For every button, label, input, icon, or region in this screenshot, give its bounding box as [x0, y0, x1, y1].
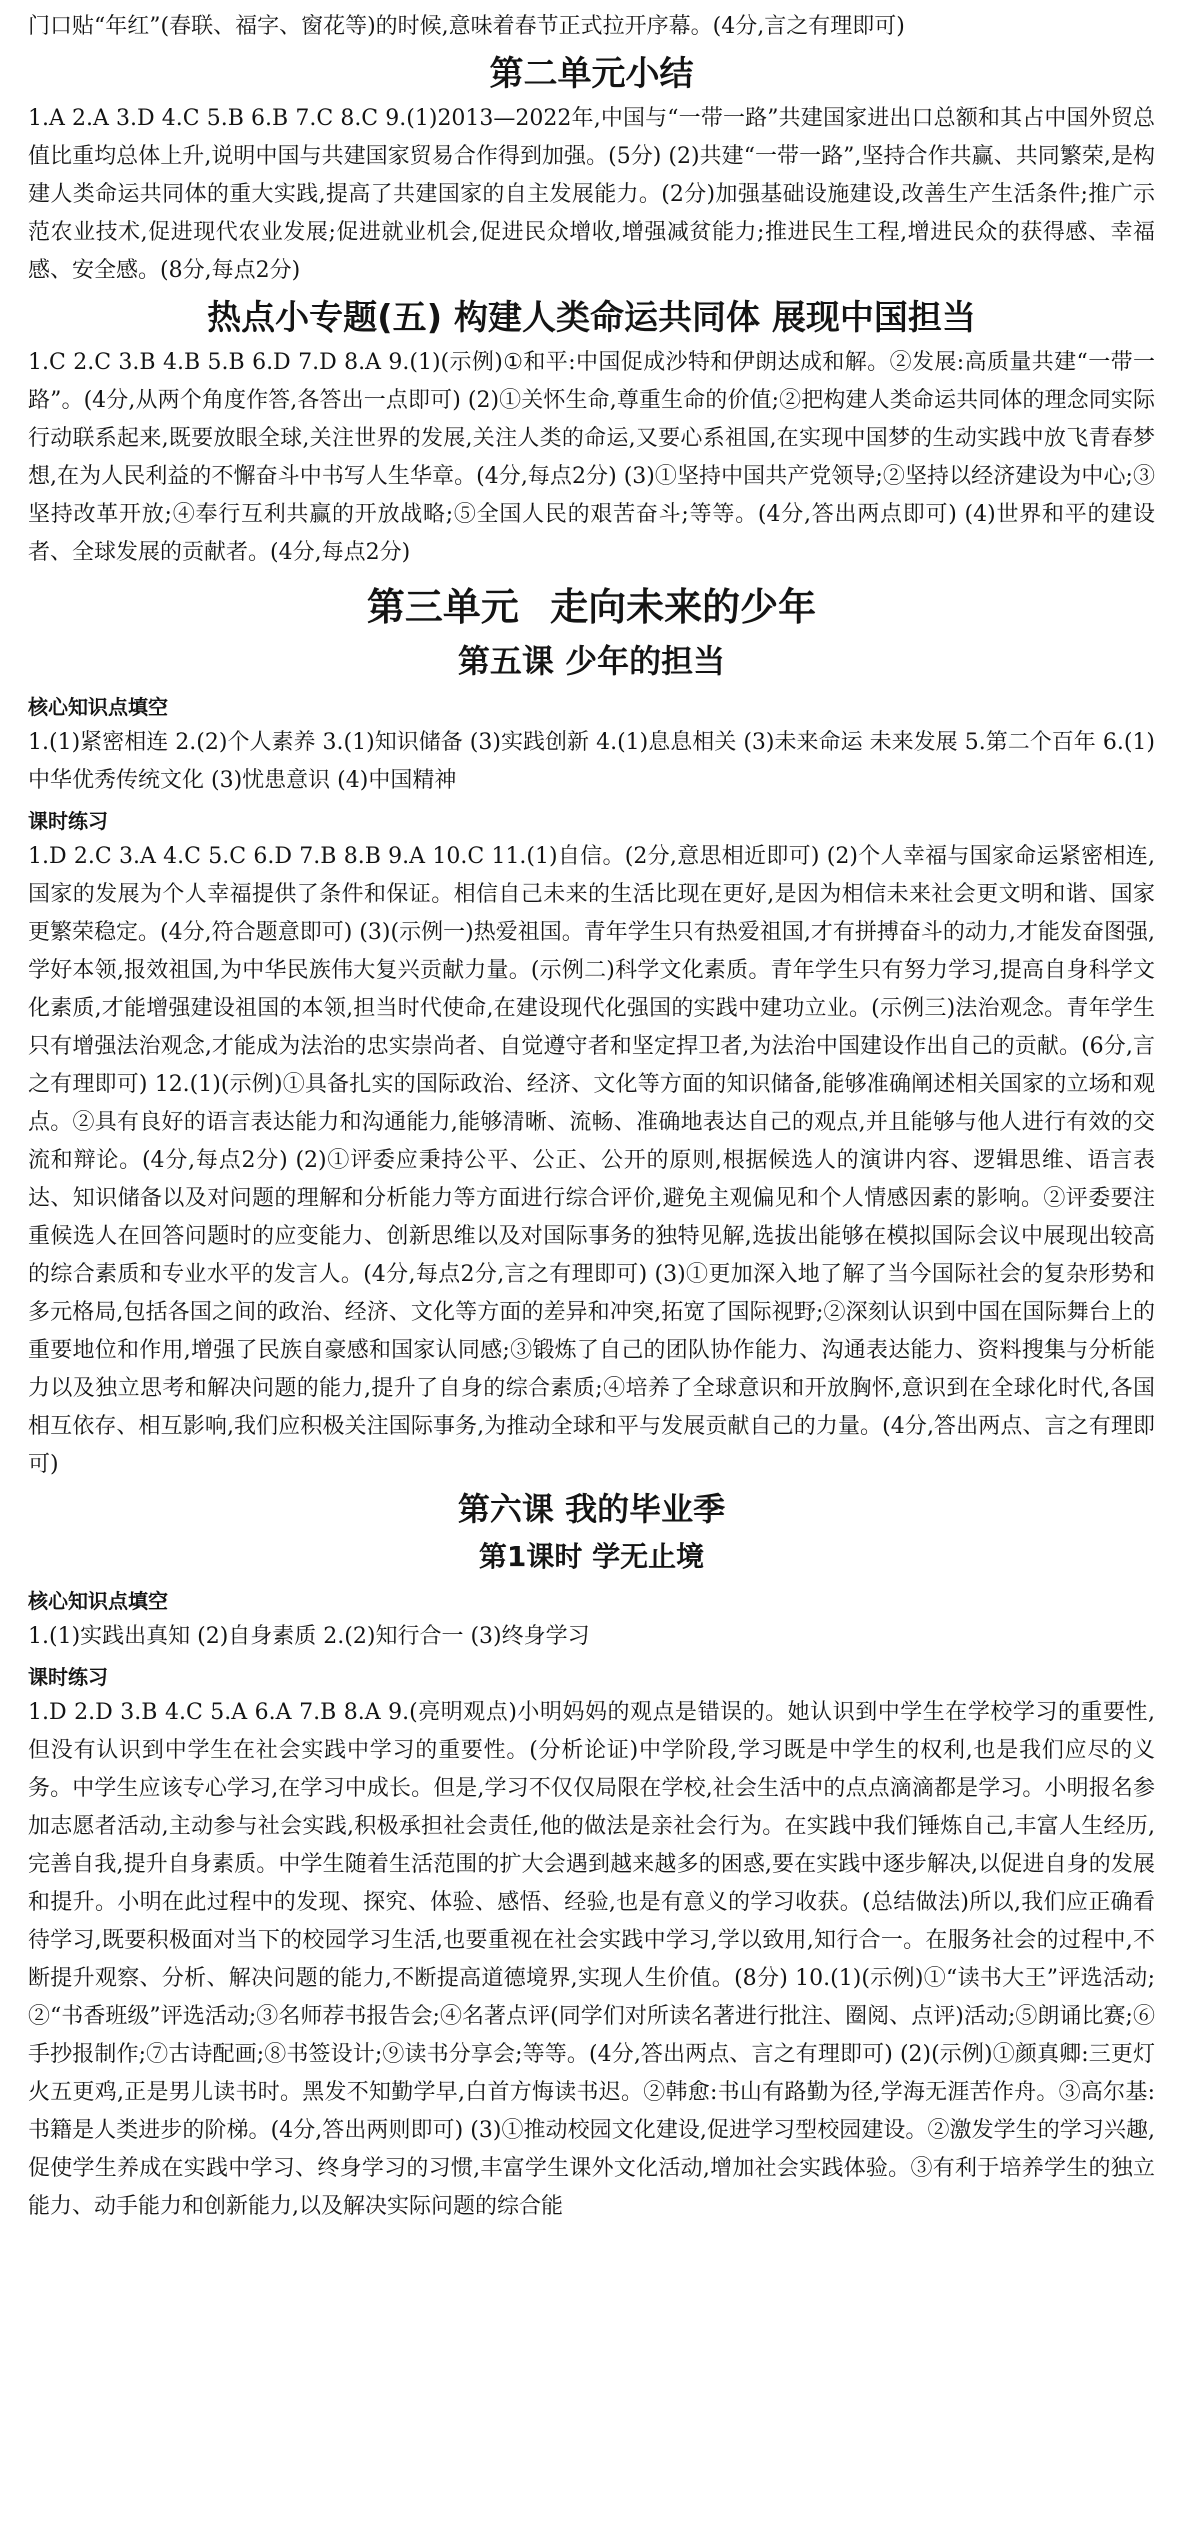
lesson6-subtitle: 第1课时 学无止境	[478, 1540, 705, 1573]
unit2-summary-title: 第二单元小结	[489, 54, 694, 94]
hot-topic-title: 热点小专题(五) 构建人类命运共同体 展现中国担当	[207, 298, 976, 338]
unit3-section	[28, 578, 1155, 636]
lesson6-practice-label: 课时练习	[28, 1665, 108, 1689]
lesson5-knowledge-answers: 1.(1)紧密相连 2.(2)个人素养 3.(1)知识储备 (3)实践创新 4.(1)息息相关 (3)未来命运 未来发展 5.第二个百年 6.(1)中华优秀传统文化 (3)忧患意识 (4)中国精神	[28, 730, 1155, 793]
hot-topic-answers: 1.C 2.C 3.B 4.B 5.B 6.D 7.D 8.A 9.(1)(示例)①和平:中国促成沙特和伊朗达成和解。②发展:高质量共建“一带一路”。(4分,从两个角度作答,各答出一点即可) (2)①关怀生命,尊重生命的价值;②把构建人类命运共同体的理念同实际行动联系起来,既要放眼全球,关注世界的发展,关注人类的命运,又要心系祖国,在实现中国梦的生动实践中放飞青春梦想,在为人民利益的不懈奋斗中书写人生华章。(4分,每点2分) (3)①坚持中国共产党领导;②坚持以经济建设为中心;③坚持改革开放;④奉行互利共赢的开放战略;⑤全国人民的艰苦奋斗;等等。(4分,答出两点即可) (4)世界和平的建设者、全球发展的贡献者。(4分,每点2分)	[28, 350, 1155, 565]
intro-paragraph: 门口贴“年红”(春联、福字、窗花等)的时候,意味着春节正式拉开序幕。(4分,言之有理即可)	[28, 14, 905, 39]
lesson6-practice-answers: 1.D 2.D 3.B 4.C 5.A 6.A 7.B 8.A 9.(亮明观点)小明妈妈的观点是错误的。她认识到中学生在学校学习的重要性,但没有认识到中学生在社会实践中学习的重要性。(分析论证)中学阶段,学习既是中学生的权利,也是我们应尽的义务。中学生应该专心学习,在学习中成长。但是,学习不仅仅局限在学校,社会生活中的点点滴滴都是学习。小明报名参加志愿者活动,主动参与社会实践,积极承担社会责任,他的做法是亲社会行为。在实践中我们锤炼自己,丰富人生经历,完善自我,提升自身素质。中学生随着生活范围的扩大会遇到越来越多的困惑,要在实践中逐步解决,以促进自身的发展和提升。小明在此过程中的发现、探究、体验、感悟、经验,也是有意义的学习收获。(总结做法)所以,我们应正确看待学习,既要积极面对当下的校园学习生活,也要重视在社会实践中学习,学以致用,知行合一。在服务社会的过程中,不断提升观察、分析、解决问题的能力,不断提高道德境界,实现人生价值。(8分) 10.(1)(示例)①“读书大王”评选活动;②“书香班级”评选活动;③名师荐书报告会;④名著点评(同学们对所读名著进行批注、圈阅、点评)活动;⑤朗诵比赛;⑥手抄报制作;⑦古诗配画;⑧书签设计;⑨读书分享会;等等。(4分,答出两点、言之有理即可) (2)(示例)①颜真卿:三更灯火五更鸡,正是男儿读书时。黑发不知勤学早,白首方悔读书迟。②韩愈:书山有路勤为径,学海无涯苦作舟。③高尔基:书籍是人类进步的阶梯。(4分,答出两则即可) (3)①推动校园文化建设,促进学习型校园建设。②激发学生的学习兴趣,促使学生养成在实践中学习、终身学习的习惯,丰富学生课外文化活动,增加社会实践体验。③有利于培养学生的独立能力、动手能力和创新能力,以及解决实际问题的综合能	[28, 1700, 1155, 2219]
lesson6-knowledge-answers: 1.(1)实践出真知 (2)自身素质 2.(2)知行合一 (3)终身学习	[28, 1624, 590, 1649]
hot-topic-section	[28, 292, 1155, 572]
lesson6-title: 第六课 我的毕业季	[457, 1490, 726, 1528]
unit2-summary-answers: 1.A 2.A 3.D 4.C 5.B 6.B 7.C 8.C 9.(1)2013—2022年,中国与“一带一路”共建国家进出口总额和其占中国外贸总值比重均总体上升,说明中国与共建国家贸易合作得到加强。(5分) (2)共建“一带一路”,坚持合作共赢、共同繁荣,是构建人类命运共同体的重大实践,提高了共建国家的自主发展能力。(2分)加强基础设施建设,改善生产生活条件;推广示范农业技术,促进现代农业发展;促进就业机会,促进民众增收,增强减贫能力;推进民生工程,增进民众的获得感、幸福感、安全感。(8分,每点2分)	[28, 106, 1155, 283]
unit3-title: 第三单元 走向未来的少年	[366, 585, 817, 629]
lesson5-knowledge-label: 核心知识点填空	[28, 695, 168, 719]
lesson5-practice-answers: 1.D 2.C 3.A 4.C 5.C 6.D 7.B 8.B 9.A 10.C 11.(1)自信。(2分,意思相近即可) (2)个人幸福与国家命运紧密相连,国家的发展为个人幸福提供了条件和保证。相信自己未来的生活比现在更好,是因为相信未来社会更文明和谐、国家更繁荣稳定。(4分,符合题意即可) (3)(示例一)热爱祖国。青年学生只有热爱祖国,才有拼搏奋斗的动力,才能发奋图强,学好本领,报效祖国,为中华民族伟大复兴贡献力量。(示例二)科学文化素质。青年学生只有努力学习,提高自身科学文化素质,才能增强建设祖国的本领,担当时代使命,在建设现代化强国的实践中建功立业。(示例三)法治观念。青年学生只有增强法治观念,才能成为法治的忠实崇尚者、自觉遵守者和坚定捍卫者,为法治中国建设作出自己的贡献。(6分,言之有理即可) 12.(1)(示例)①具备扎实的国际政治、经济、文化等方面的知识储备,能够准确阐述相关国家的立场和观点。②具有良好的语言表达能力和沟通能力,能够清晰、流畅、准确地表达自己的观点,并且能够与他人进行有效的交流和辩论。(4分,每点2分) (2)①评委应秉持公平、公正、公开的原则,根据候选人的演讲内容、逻辑思维、语言表达、知识储备以及对问题的理解和分析能力等方面进行综合评价,避免主观偏见和个人情感因素的影响。②评委要注重候选人在回答问题时的应变能力、创新思维以及对国际事务的独特见解,选拔出能够在模拟国际会议中展现出较高的综合素质和专业水平的发言人。(4分,每点2分,言之有理即可) (3)①更加深入地了解了当今国际社会的复杂形势和多元格局,包括各国之间的政治、经济、文化等方面的差异和冲突,拓宽了国际视野;②深刻认识到中国在国际舞台上的重要地位和作用,增强了民族自豪感和国家认同感;③锻炼了自己的团队协作能力、沟通表达能力、资料搜集与分析能力以及独立思考和解决问题的能力,提升了自身的综合素质;④培养了全球意识和开放胸怀,意识到在全球化时代,各国相互依存、相互影响,我们应积极关注国际事务,为推动全球和平与发展贡献自己的力量。(4分,答出两点、言之有理即可)	[28, 844, 1155, 1477]
lesson6-section	[28, 1484, 1155, 2226]
lesson5-practice-label: 课时练习	[28, 809, 108, 833]
lesson6-knowledge-label: 核心知识点填空	[28, 1589, 168, 1613]
unit2-summary-section	[28, 48, 1155, 290]
lesson5-title: 第五课 少年的担当	[457, 642, 726, 680]
lesson5-section	[28, 636, 1155, 1484]
